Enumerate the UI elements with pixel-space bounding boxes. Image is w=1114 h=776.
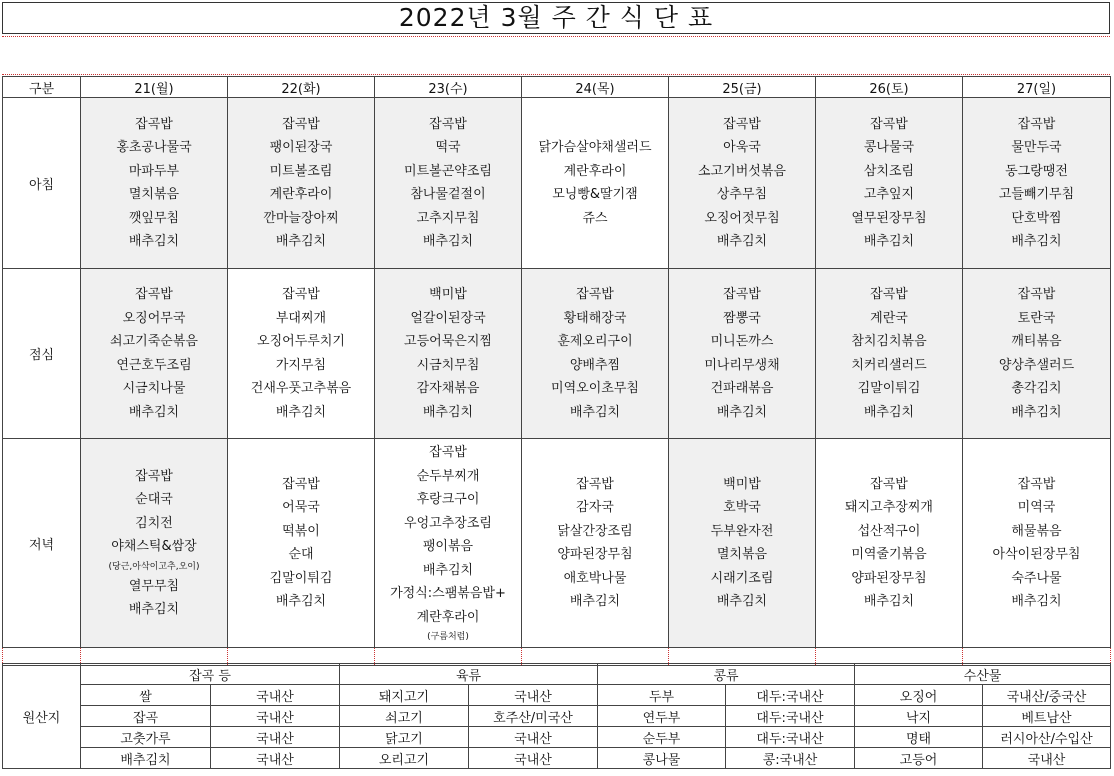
menu-item: 상추무침 xyxy=(716,187,768,202)
origin-row xyxy=(3,685,1111,706)
menu-cell xyxy=(81,98,228,269)
menu-item: 배추김치 xyxy=(716,594,768,609)
menu-item: 닭가슴살야채샐러드 xyxy=(538,140,652,155)
menu-item: 미역국 xyxy=(1017,500,1056,515)
menu-item: 배추김치 xyxy=(275,404,327,420)
menu-item: 시래기조림 xyxy=(710,570,774,586)
menu-item: 참나물겉절이 xyxy=(410,187,486,202)
menu-item: 잡곡밥 xyxy=(135,116,173,132)
menu-item: 얼갈이된장국 xyxy=(410,310,486,326)
menu-item: 고추지무침 xyxy=(416,210,480,226)
origin-item: 돼지고기 xyxy=(340,685,469,706)
menu-item: 미트볼조림 xyxy=(269,163,333,179)
menu-item: 아삭이된장무침 xyxy=(992,547,1081,562)
menu-item: 팽이된장국 xyxy=(269,140,333,155)
origin-country: 베트남산 xyxy=(983,706,1111,727)
origin-item: 닭고기 xyxy=(340,727,469,748)
origin-row xyxy=(3,748,1111,769)
menu-item: 오징어젓무침 xyxy=(704,210,780,226)
menu-item: 오징어두루치기 xyxy=(257,334,345,349)
menu-cell xyxy=(375,439,522,648)
menu-item: 가정식:스팸볶음밥+ xyxy=(390,586,506,601)
menu-item: 잡곡밥 xyxy=(723,287,761,302)
menu-item: 동그랑땡전 xyxy=(1005,163,1068,179)
menu-item: 쇠고기죽순볶음 xyxy=(110,334,198,349)
corner-label: 구분 xyxy=(3,77,81,98)
menu-item: 배추김치 xyxy=(569,404,621,420)
menu-item: 시금치나물 xyxy=(122,381,186,396)
menu-cell xyxy=(522,439,669,648)
menu-item: 김말이튀김 xyxy=(857,381,921,396)
menu-item: 배추김치 xyxy=(863,234,915,249)
menu-item: 잡곡밥 xyxy=(282,476,320,492)
menu-item: 우엉고추장조림 xyxy=(404,515,492,531)
origin-country: 국내산 xyxy=(469,748,598,769)
menu-item: 깐마늘장아찌 xyxy=(263,210,339,226)
menu-item: 가지무침 xyxy=(275,357,327,373)
menu-item-list xyxy=(669,473,815,614)
menu-cell xyxy=(963,439,1111,648)
menu-item: 연근호두조림 xyxy=(116,357,192,373)
menu-cell xyxy=(669,269,816,439)
origin-country: 호주산/미국산 xyxy=(469,706,598,727)
menu-cell xyxy=(81,439,228,648)
menu-item: 잡곡밥 xyxy=(1017,476,1056,492)
day-header: 24(목) xyxy=(522,77,669,98)
menu-item: 양상추샐러드 xyxy=(998,357,1075,373)
weekly-menu-table xyxy=(2,76,1111,666)
menu-item: 시금치무침 xyxy=(416,357,480,373)
menu-item: 참치김치볶음 xyxy=(851,334,927,349)
origin-country: 대두:국내산 xyxy=(726,706,855,727)
menu-item: 잡곡밥 xyxy=(282,116,320,132)
menu-cell xyxy=(375,98,522,269)
menu-item: 미역오이초무침 xyxy=(551,381,639,396)
menu-item-list xyxy=(228,283,374,424)
menu-item: 양파된장무침 xyxy=(851,570,927,586)
menu-item-list xyxy=(375,283,521,424)
page-title: 2022년 3월 주 간 식 단 표 xyxy=(2,2,1110,34)
menu-cell xyxy=(228,439,375,648)
menu-item: 해물볶음 xyxy=(1011,523,1062,539)
menu-item: 잡곡밥 xyxy=(282,287,320,302)
menu-item: 멸치볶음 xyxy=(716,547,768,562)
origin-country: 국내산 xyxy=(983,748,1111,769)
menu-item: 미역줄기볶음 xyxy=(851,547,927,562)
menu-item: 모닝빵&딸기잼 xyxy=(552,187,638,202)
menu-item: 팽이볶음 xyxy=(422,539,474,554)
origin-row xyxy=(3,727,1111,748)
origin-item: 명태 xyxy=(855,727,983,748)
menu-item: 삼치조림 xyxy=(863,163,915,179)
origin-country: 국내산 xyxy=(211,748,340,769)
menu-item: 양배추찜 xyxy=(569,357,621,373)
menu-item: 오징어무국 xyxy=(122,310,186,326)
header-row xyxy=(3,77,1111,98)
menu-item: 짬뽕국 xyxy=(723,310,761,326)
origin-item: 두부 xyxy=(598,685,726,706)
menu-item: 순대 xyxy=(288,547,314,562)
origin-item: 낙지 xyxy=(855,706,983,727)
origin-country: 국내산 xyxy=(211,685,340,706)
menu-item: 건새우풋고추볶음 xyxy=(250,381,352,396)
menu-item: 잡곡밥 xyxy=(429,445,467,460)
menu-item: 배추김치 xyxy=(422,234,474,249)
menu-item: 계란국 xyxy=(870,310,908,326)
menu-item: 김치전 xyxy=(135,515,173,531)
menu-item: 단호박찜 xyxy=(1011,210,1062,226)
origin-group: 육류 xyxy=(340,664,598,685)
origin-item: 고등어 xyxy=(855,748,983,769)
day-header: 21(월) xyxy=(81,77,228,98)
menu-item: 고등어묵은지찜 xyxy=(404,334,492,349)
menu-item: 떡볶이 xyxy=(282,523,320,539)
menu-item: 홍초공나물국 xyxy=(116,140,192,155)
menu-item: 배추김치 xyxy=(1011,404,1062,420)
menu-item: 토란국 xyxy=(1017,310,1056,326)
origin-country: 국내산 xyxy=(211,727,340,748)
menu-item: 고들빼기무침 xyxy=(998,187,1075,202)
menu-item: 순대국 xyxy=(135,492,173,507)
menu-cell xyxy=(963,269,1111,439)
menu-item: 떡국 xyxy=(435,140,461,155)
menu-item-list xyxy=(522,283,668,424)
menu-item: 배추김치 xyxy=(1011,234,1062,249)
menu-item: 배추김치 xyxy=(275,594,327,609)
menu-item: 건파래볶음 xyxy=(710,381,774,396)
meal-row-dinner xyxy=(3,439,1111,648)
origin-item: 오리고기 xyxy=(340,748,469,769)
day-header: 27(일) xyxy=(963,77,1111,98)
day-header: 26(토) xyxy=(816,77,963,98)
origin-group: 잡곡 등 xyxy=(81,664,340,685)
menu-item: (구름처럼) xyxy=(427,632,469,642)
origin-country: 국내산 xyxy=(469,727,598,748)
menu-item: 배추김치 xyxy=(128,234,180,249)
menu-item: 배추김치 xyxy=(275,234,327,249)
day-header: 23(수) xyxy=(375,77,522,98)
menu-item: 백미밥 xyxy=(429,287,467,302)
menu-item-list xyxy=(81,113,227,254)
menu-item-list xyxy=(228,113,374,254)
menu-item: 계란후라이 xyxy=(563,163,627,179)
menu-item-list xyxy=(81,465,227,622)
guide-line xyxy=(2,36,1110,37)
origin-item: 오징어 xyxy=(855,685,983,706)
menu-item: 마파두부 xyxy=(128,163,180,179)
menu-cell xyxy=(669,439,816,648)
origin-table xyxy=(2,663,1111,769)
menu-item: 감자채볶음 xyxy=(416,381,480,396)
origin-country: 국내산/중국산 xyxy=(983,685,1111,706)
origin-country: 국내산 xyxy=(211,706,340,727)
menu-item: 양파된장무침 xyxy=(557,547,633,562)
menu-item: 훈제오리구이 xyxy=(557,334,633,349)
day-header: 22(화) xyxy=(228,77,375,98)
menu-item-list xyxy=(375,113,521,254)
menu-item-list xyxy=(669,283,815,424)
menu-item: 돼지고추장찌개 xyxy=(845,500,933,515)
origin-group: 콩류 xyxy=(598,664,855,685)
menu-item: 배추김치 xyxy=(422,404,474,420)
menu-item: 숙주나물 xyxy=(1011,570,1062,586)
menu-item: 김말이튀김 xyxy=(269,570,333,586)
origin-group: 수산물 xyxy=(855,664,1111,685)
menu-item: 잡곡밥 xyxy=(1017,287,1056,302)
meal-row-breakfast xyxy=(3,98,1111,269)
menu-item: 섭산적구이 xyxy=(857,523,921,539)
menu-item: 쥬스 xyxy=(582,210,608,226)
menu-item: 잡곡밥 xyxy=(870,116,908,132)
menu-item-list xyxy=(963,283,1110,424)
menu-item-list xyxy=(375,441,521,645)
menu-item: 잡곡밥 xyxy=(135,287,173,302)
menu-item: 배추김치 xyxy=(128,404,180,420)
origin-item: 순두부 xyxy=(598,727,726,748)
menu-item: 콩나물국 xyxy=(863,140,915,155)
menu-item: 배추김치 xyxy=(716,404,768,420)
menu-item: 잡곡밥 xyxy=(429,116,467,132)
menu-item: 감자국 xyxy=(576,500,614,515)
menu-item: 고추잎지 xyxy=(863,187,915,202)
menu-cell xyxy=(816,98,963,269)
menu-item: 배추김치 xyxy=(716,234,768,249)
origin-item: 쌀 xyxy=(81,685,211,706)
menu-item: 깨티볶음 xyxy=(1011,334,1062,349)
origin-item: 배추김치 xyxy=(81,748,211,769)
menu-cell xyxy=(816,269,963,439)
menu-item: 아욱국 xyxy=(723,140,761,155)
menu-item: 잡곡밥 xyxy=(870,476,908,492)
origin-item: 콩나물 xyxy=(598,748,726,769)
menu-item-list xyxy=(669,113,815,254)
origin-row xyxy=(3,706,1111,727)
menu-item: 배추김치 xyxy=(863,594,915,609)
guide-line xyxy=(2,74,1110,75)
menu-item: 순두부찌개 xyxy=(416,468,480,484)
menu-item: 잡곡밥 xyxy=(1017,116,1056,132)
menu-item: 잡곡밥 xyxy=(870,287,908,302)
menu-item: 야채스틱&쌈장 xyxy=(111,539,197,554)
origin-country: 대두:국내산 xyxy=(726,727,855,748)
menu-item: 배추김치 xyxy=(1011,594,1062,609)
origin-item: 잡곡 xyxy=(81,706,211,727)
meal-label: 저녁 xyxy=(3,439,81,648)
menu-item: 어묵국 xyxy=(282,500,320,515)
menu-item: (당근,아삭이고추,오이) xyxy=(108,561,200,572)
origin-country: 국내산 xyxy=(469,685,598,706)
menu-item: 백미밥 xyxy=(723,476,761,492)
menu-item: 멸치볶음 xyxy=(128,187,180,202)
menu-item: 잡곡밥 xyxy=(135,468,173,484)
menu-item: 잡곡밥 xyxy=(576,476,614,492)
meal-label: 아침 xyxy=(3,98,81,269)
menu-item: 잡곡밥 xyxy=(576,287,614,302)
menu-cell xyxy=(669,98,816,269)
menu-item: 닭살간장조림 xyxy=(557,523,633,539)
menu-item: 부대찌개 xyxy=(275,310,327,326)
menu-item-list xyxy=(963,473,1110,614)
menu-item-list xyxy=(81,283,227,424)
menu-item-list xyxy=(816,113,962,254)
menu-item: 열무된장무침 xyxy=(851,210,927,226)
menu-item-list xyxy=(522,136,668,230)
menu-item: 계란후라이 xyxy=(269,187,333,202)
menu-item: 깻잎무침 xyxy=(128,210,180,226)
menu-item-list xyxy=(228,473,374,614)
menu-item-list xyxy=(963,113,1110,254)
menu-item: 애호박나물 xyxy=(563,570,627,586)
menu-item-list xyxy=(522,473,668,614)
menu-item: 미니돈까스 xyxy=(710,334,774,349)
origin-group-row xyxy=(3,664,1111,685)
origin-item: 쇠고기 xyxy=(340,706,469,727)
menu-item: 미트볼곤약조림 xyxy=(404,163,492,179)
menu-item: 총각김치 xyxy=(1011,381,1062,396)
day-header: 25(금) xyxy=(669,77,816,98)
menu-item: 소고기버섯볶음 xyxy=(698,163,786,179)
menu-item: 계란후라이 xyxy=(416,609,480,625)
menu-item: 열무무침 xyxy=(128,578,180,594)
menu-cell xyxy=(816,439,963,648)
origin-item: 고춧가루 xyxy=(81,727,211,748)
menu-cell xyxy=(375,269,522,439)
origin-country: 러시아산/수입산 xyxy=(983,727,1111,748)
menu-item: 황태해장국 xyxy=(563,310,627,326)
menu-cell xyxy=(522,98,669,269)
menu-item: 후랑크구이 xyxy=(416,492,480,507)
menu-item: 배추김치 xyxy=(863,404,915,420)
origin-country: 대두:국내산 xyxy=(726,685,855,706)
menu-item: 물만두국 xyxy=(1011,140,1062,155)
origin-label: 원산지 xyxy=(3,664,81,769)
menu-cell xyxy=(522,269,669,439)
menu-cell xyxy=(228,269,375,439)
menu-item: 배추김치 xyxy=(422,562,474,578)
menu-item: 치커리샐러드 xyxy=(851,357,927,373)
meal-label: 점심 xyxy=(3,269,81,439)
menu-cell xyxy=(228,98,375,269)
menu-item: 배추김치 xyxy=(128,602,180,617)
menu-item-list xyxy=(816,283,962,424)
menu-cell xyxy=(963,98,1111,269)
menu-item: 잡곡밥 xyxy=(723,116,761,132)
meal-row-lunch xyxy=(3,269,1111,439)
menu-item: 두부완자전 xyxy=(710,523,774,539)
menu-item-list xyxy=(816,473,962,614)
menu-item: 호박국 xyxy=(723,500,761,515)
menu-item: 배추김치 xyxy=(569,594,621,609)
menu-item: 미나리무생채 xyxy=(704,357,780,373)
origin-item: 연두부 xyxy=(598,706,726,727)
menu-cell xyxy=(81,269,228,439)
origin-country: 콩:국내산 xyxy=(726,748,855,769)
